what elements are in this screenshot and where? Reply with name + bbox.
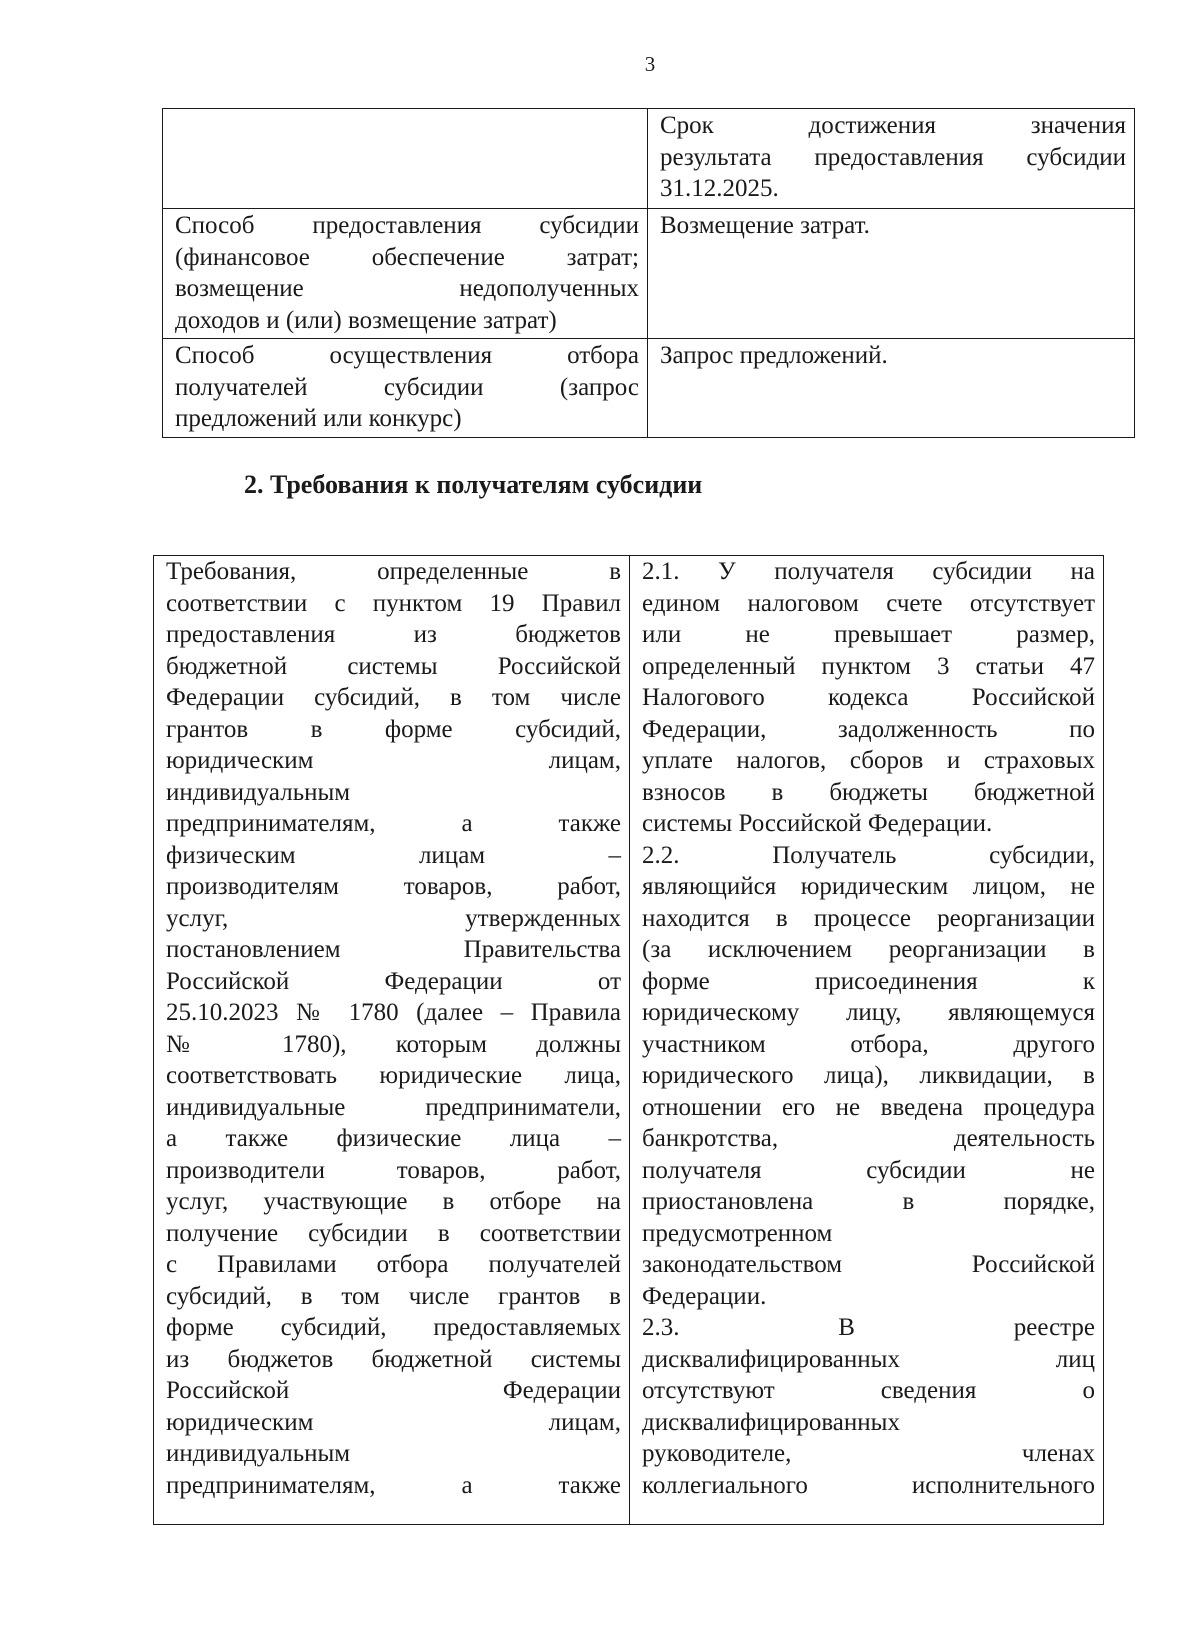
text-line: получателя субсидии не	[642, 1156, 1095, 1184]
text-line: получателей субсидии (запрос	[175, 373, 639, 401]
text-line: Федерации субсидий, в том числе	[166, 684, 621, 711]
table-cell-empty	[163, 109, 648, 209]
table-cell-selection-label	[163, 339, 648, 438]
table-row	[163, 339, 1135, 438]
text-line: предоставления из бюджетов	[166, 621, 621, 648]
text-line: законодательством Российской	[642, 1251, 1095, 1278]
text-line: Федерации.	[642, 1282, 767, 1310]
text-line: грантов в форме субсидий,	[166, 715, 621, 743]
text-line: 25.10.2023 № 1780 (далее – Правила	[166, 999, 621, 1026]
text-line: (за исключением реорганизации в	[642, 936, 1095, 963]
text-line: Налогового кодекса Российской	[642, 684, 1095, 711]
table-cell-deadline	[648, 109, 1135, 209]
text-line: Требования, определенные в	[166, 558, 621, 585]
text-line: юридическим лицам,	[166, 1408, 621, 1436]
text-line: взносов в бюджеты бюджетной	[642, 778, 1095, 806]
text-line: Российской Федерации от	[166, 967, 621, 995]
text-line: являющийся юридическим лицом, не	[642, 873, 1095, 900]
text-line: находится в процессе реорганизации	[642, 904, 1095, 932]
text-line: определенный пунктом 3 статьи 47	[642, 652, 1095, 680]
text-line: постановлением Правительства	[166, 936, 621, 963]
text-line: Федерации, задолженность по	[642, 715, 1095, 743]
text-line: отсутствуют сведения о	[642, 1377, 1095, 1404]
text-line: индивидуальные предприниматели,	[166, 1093, 621, 1121]
text-line: производителям товаров, работ,	[166, 873, 621, 900]
text-line: 2.3. В реестре	[642, 1314, 1095, 1341]
text-line: или не превышает размер,	[642, 621, 1095, 648]
text-line: предложений или конкурс)	[175, 405, 462, 432]
requirements-list-text	[642, 556, 1095, 1501]
text-line: участником отбора, другого	[642, 1030, 1095, 1058]
table-row	[163, 109, 1135, 209]
page-number: 3	[644, 52, 656, 76]
text-line: бюджетной системы Российской	[166, 652, 621, 680]
text-line: Запрос предложений.	[660, 342, 888, 369]
text-line: предпринимателям, а также	[166, 810, 621, 837]
text-line: дисквалифицированных	[642, 1408, 900, 1436]
text-line: индивидуальным	[166, 778, 351, 806]
table-cell-selection-value	[648, 339, 1135, 438]
text-line: предусмотренном	[642, 1219, 833, 1247]
text-line: уплате налогов, сборов и страховых	[642, 747, 1095, 774]
text-line: физическим лицам –	[166, 841, 621, 869]
text-line: 2.1. У получателя субсидии на	[642, 558, 1095, 585]
text-line: юридического лица), ликвидации, в	[642, 1062, 1095, 1089]
table-cell-method-value	[648, 209, 1135, 339]
text-line: банкротства, деятельность	[642, 1125, 1095, 1152]
text-line: Российской Федерации	[166, 1377, 621, 1404]
text-line: отношении его не введена процедура	[642, 1093, 1095, 1121]
text-line: коллегиального исполнительного	[642, 1471, 1095, 1499]
text-line: предпринимателям, а также	[166, 1471, 621, 1499]
text-line: юридическим лицам,	[166, 747, 621, 774]
text-line: возмещение недополученных	[175, 275, 639, 302]
text-line: Возмещение затрат.	[660, 212, 870, 239]
text-line: системы Российской Федерации.	[642, 810, 993, 837]
text-line: результата предоставления субсидии	[660, 143, 1126, 171]
text-line: едином налоговом счете отсутствует	[642, 589, 1095, 617]
section-heading: 2. Требования к получателям субсидии	[244, 470, 703, 499]
text-line: 31.12.2025.	[660, 175, 779, 202]
text-line: приостановлена в порядке,	[642, 1188, 1095, 1215]
text-line: дисквалифицированных лиц	[642, 1345, 1095, 1373]
text-line: Срок достижения значения	[660, 112, 1126, 139]
text-line: а также физические лица –	[166, 1125, 621, 1152]
text-line: форме присоединения к	[642, 967, 1095, 995]
text-line: № 1780), которым должны	[166, 1030, 621, 1058]
requirements-basis-cell	[154, 556, 630, 1525]
text-line: из бюджетов бюджетной системы	[166, 1345, 621, 1373]
table-cell-method-label	[163, 209, 648, 339]
requirements-list-cell	[630, 556, 1104, 1525]
text-line: субсидий, в том числе грантов в	[166, 1282, 621, 1310]
subsidy-parameters-table	[162, 108, 1135, 438]
text-line: услуг, утвержденных	[166, 904, 621, 932]
text-line: форме субсидий, предоставляемых	[166, 1314, 621, 1341]
requirements-basis-text	[166, 556, 621, 1501]
table-row	[154, 556, 1104, 1525]
text-line: индивидуальным	[166, 1440, 351, 1467]
text-line: 2.2. Получатель субсидии,	[642, 841, 1095, 869]
text-line: производители товаров, работ,	[166, 1156, 621, 1184]
recipient-requirements-table	[153, 555, 1104, 1525]
text-line: Способ предоставления субсидии	[175, 212, 639, 239]
text-line: руководителе, членах	[642, 1440, 1095, 1467]
text-line: соответствии с пунктом 19 Правил	[166, 589, 621, 617]
text-line: (финансовое обеспечение затрат;	[175, 243, 639, 271]
text-line: соответствовать юридические лица,	[166, 1062, 621, 1089]
text-line: получение субсидии в соответствии	[166, 1219, 621, 1247]
table-row	[163, 209, 1135, 339]
text-line: доходов и (или) возмещение затрат)	[175, 306, 557, 334]
text-line: услуг, участвующие в отборе на	[166, 1188, 621, 1215]
text-line: юридическому лицу, являющемуся	[642, 999, 1095, 1026]
text-line: Способ осуществления отбора	[175, 342, 639, 369]
text-line: с Правилами отбора получателей	[166, 1251, 621, 1278]
